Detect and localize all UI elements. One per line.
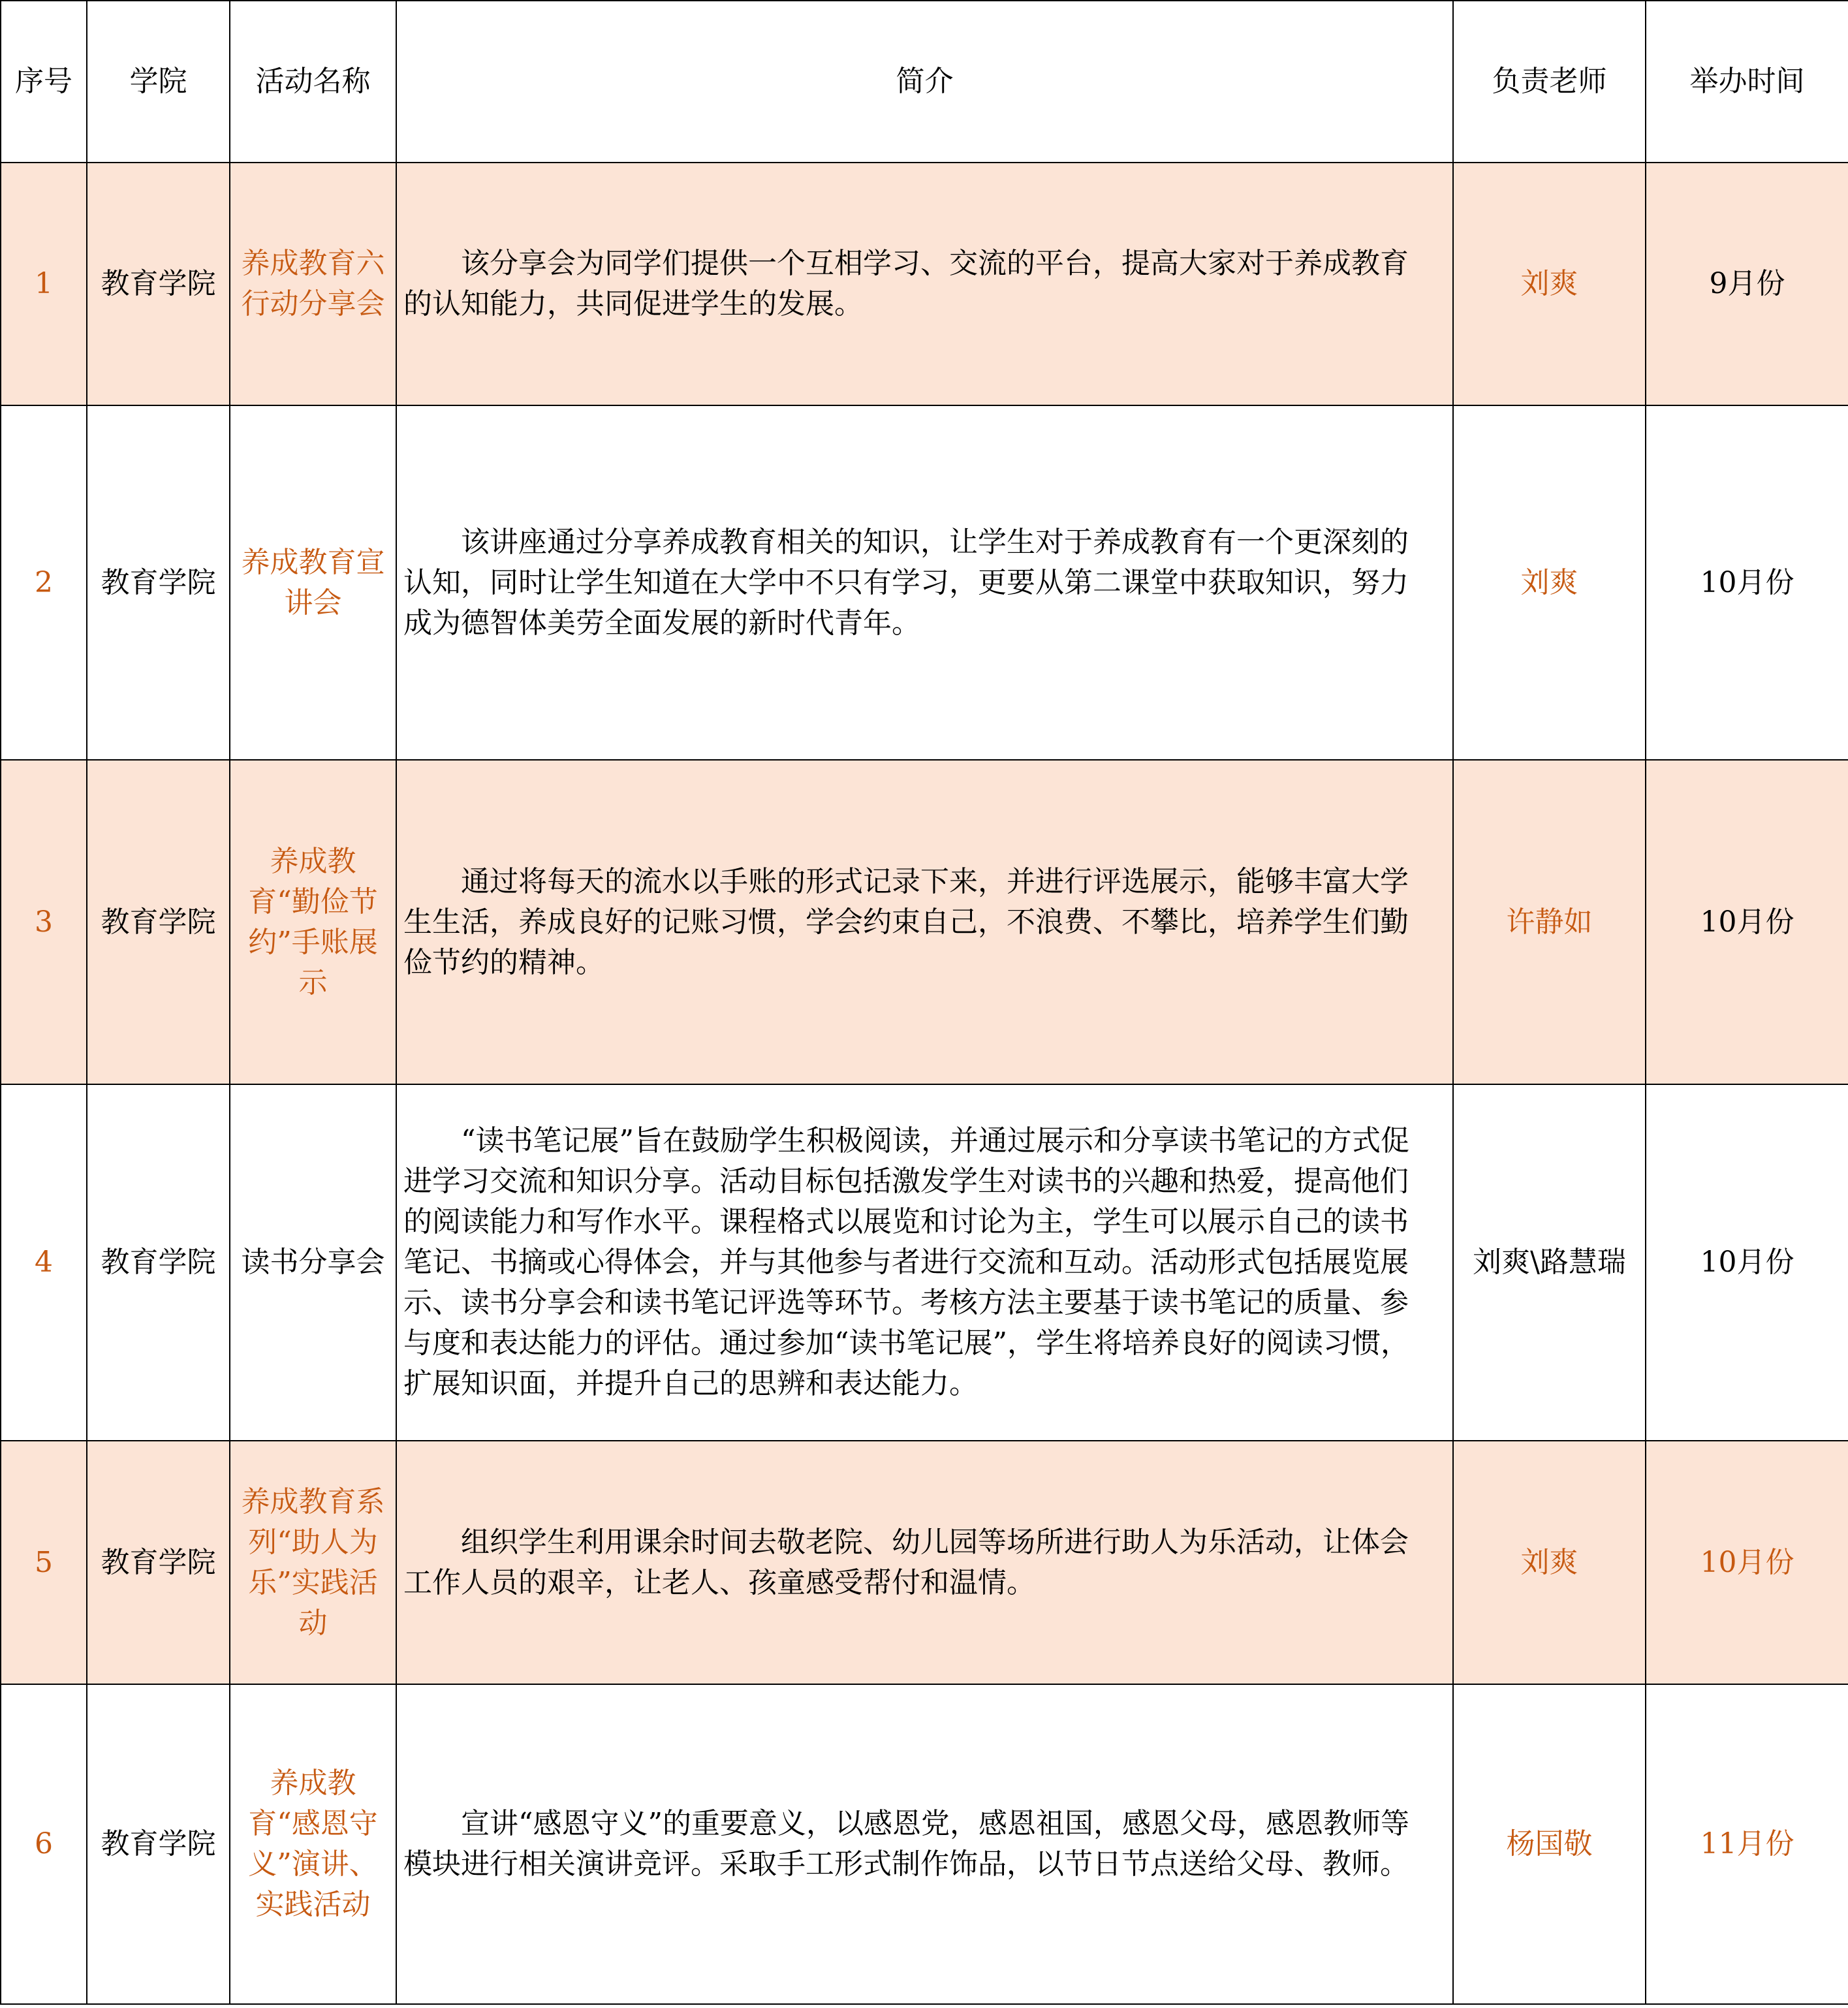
header-activity: 活动名称 [230,1,396,163]
cell-index: 3 [1,760,87,1084]
cell-activity: 养成教育系列“助人为乐”实践活动 [230,1441,396,1684]
cell-intro [396,163,1453,405]
cell-intro [396,760,1453,1084]
table-row [1,760,1848,1084]
cell-time: 10月份 [1646,760,1848,1084]
intro-text: “读书笔记展”旨在鼓励学生积极阅读，并通过展示和分享读书笔记的方式促进学习交流和知识分享。活动目标包括激发学生对读书的兴趣和热爱，提高他们的阅读能力和写作水平。课程格式以展览和讨论为主，学生可以展示自己的读书笔记、书摘或心得体会，并与其他参与者进行交流和互动。活动形式包括展览展示、读书分享会和读书笔记评选等环节。考核方法主要基于读书笔记的质量、参与度和表达能力的评估。通过参加“读书笔记展”，学生将培养良好的阅读习惯，扩展知识面，并提升自己的思辨和表达能力。 [403,1124,1409,1400]
cell-intro [396,1684,1453,2004]
intro-text: 宣讲“感恩守义”的重要意义，以感恩党，感恩祖国，感恩父母，感恩教师等模块进行相关演讲竞评。采取手工形式制作饰品，以节日节点送给父母、教师。 [403,1807,1409,1881]
cell-teacher: 刘爽 [1453,405,1646,760]
cell-activity: 养成教育宣讲会 [230,405,396,760]
cell-activity: 养成教育“勤俭节约”手账展示 [230,760,396,1084]
cell-time: 9月份 [1646,163,1848,405]
table-row [1,1441,1848,1684]
header-teacher: 负责老师 [1453,1,1646,163]
intro-text: 该分享会为同学们提供一个互相学习、交流的平台，提高大家对于养成教育的认知能力，共同促进学生的发展。 [403,247,1409,321]
table-row [1,1084,1848,1441]
header-index: 序号 [1,1,87,163]
cell-index: 4 [1,1084,87,1441]
cell-college: 教育学院 [87,163,230,405]
table-row [1,163,1848,405]
table-row [1,1684,1848,2004]
cell-intro [396,405,1453,760]
cell-teacher: 刘爽 [1453,1441,1646,1684]
cell-time: 11月份 [1646,1684,1848,2004]
header-intro: 简介 [396,1,1453,163]
cell-time: 10月份 [1646,1084,1848,1441]
cell-time: 10月份 [1646,405,1848,760]
table-row [1,405,1848,760]
cell-teacher: 杨国敬 [1453,1684,1646,2004]
cell-activity: 读书分享会 [230,1084,396,1441]
cell-index: 1 [1,163,87,405]
cell-index: 6 [1,1684,87,2004]
header-row [1,1,1848,163]
cell-time: 10月份 [1646,1441,1848,1684]
intro-text: 该讲座通过分享养成教育相关的知识，让学生对于养成教育有一个更深刻的认知，同时让学生知道在大学中不只有学习，更要从第二课堂中获取知识，努力成为德智体美劳全面发展的新时代青年。 [403,525,1409,640]
cell-intro [396,1441,1453,1684]
cell-college: 教育学院 [87,405,230,760]
header-time: 举办时间 [1646,1,1848,163]
intro-text: 通过将每天的流水以手账的形式记录下来，并进行评选展示，能够丰富大学生生活，养成良好的记账习惯，学会约束自己，不浪费、不攀比，培养学生们勤俭节约的精神。 [403,864,1409,979]
cell-college: 教育学院 [87,1084,230,1441]
cell-college: 教育学院 [87,1441,230,1684]
header-college: 学院 [87,1,230,163]
cell-teacher: 刘爽 [1453,163,1646,405]
cell-activity: 养成教育“感恩守义”演讲、实践活动 [230,1684,396,2004]
cell-activity: 养成教育六行动分享会 [230,163,396,405]
cell-teacher: 刘爽\路慧瑞 [1453,1084,1646,1441]
cell-teacher: 许静如 [1453,760,1646,1084]
cell-college: 教育学院 [87,760,230,1084]
cell-college: 教育学院 [87,1684,230,2004]
cell-index: 5 [1,1441,87,1684]
cell-intro [396,1084,1453,1441]
cell-index: 2 [1,405,87,760]
intro-text: 组织学生利用课余时间去敬老院、幼儿园等场所进行助人为乐活动，让体会工作人员的艰辛，让老人、孩童感受帮付和温情。 [403,1525,1409,1599]
